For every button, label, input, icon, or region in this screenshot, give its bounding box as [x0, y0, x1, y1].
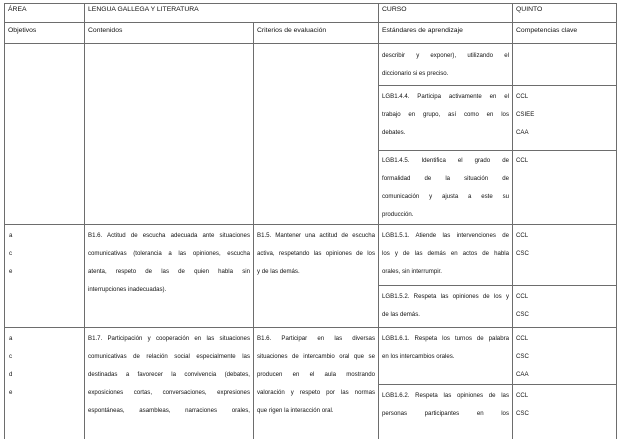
contenido-text-line: B1.6. Actitud de escucha adecuada ante situaciones [88, 232, 250, 239]
standard-text-line: diccionario si es preciso. [382, 70, 449, 77]
area-label: ÁREA [8, 6, 27, 13]
objetivo-letter: a [9, 232, 13, 239]
standard-text-line: formalidad de la situación de [382, 175, 509, 182]
standard-cell [382, 330, 509, 366]
standard-cell [382, 88, 509, 142]
criterio-text-line: B1.6. Participar en las diversas [257, 335, 375, 342]
column-header-competencias: Competencias clave [516, 27, 578, 34]
standard-text-line: LGB1.5.2. Respeta las opiniones de los y [382, 293, 509, 300]
competencias-cell [516, 387, 529, 423]
standard-text-line: LGB1.4.5. Identifica el grado de [382, 157, 509, 164]
contenido-text-line: B1.7. Participación y cooperación en las situaciones [88, 335, 250, 342]
row-divider-2 [4, 327, 617, 328]
competencia-code: CCL [516, 232, 529, 239]
column-header-criterios: Criterios de evaluación [257, 27, 327, 34]
area-value: LENGUA GALLEGA Y LITERATURA [88, 6, 199, 13]
standard-divider-1 [379, 85, 617, 86]
objetivos-cell [9, 330, 12, 402]
standard-cell [382, 227, 509, 281]
objetivo-letter: c [9, 353, 13, 360]
competencia-code: CAA [516, 371, 529, 378]
standard-divider-2 [379, 150, 617, 151]
contenido-text-line: atenta, respeto de las de quien habla sin [88, 268, 250, 275]
column-divider-criterios [378, 3, 379, 439]
criterio-text-line: que rigen la interacción oral. [257, 407, 334, 414]
criterio-text-line: B1.5. Mantener una actitud de escucha [257, 232, 375, 239]
standard-cell [382, 152, 509, 224]
standard-text-line: LGB1.6.2. Respeta las opiniones de las [382, 392, 509, 399]
contenido-text-line: espontáneas, asambleas, narraciones orales, [88, 407, 250, 414]
competencia-code: CCL [516, 157, 529, 164]
column-header-estandares: Estándares de aprendizaje [382, 27, 463, 34]
standard-cell [382, 288, 509, 324]
competencia-code: CCL [516, 392, 529, 399]
column-header-objetivos: Objetivos [8, 27, 37, 34]
standard-text-line: producción. [382, 211, 414, 218]
criterio-text-line: situaciones de intercambio oral que se [257, 353, 375, 360]
criterios-cell [257, 227, 375, 281]
standard-text-line: debates. [382, 129, 406, 136]
objetivo-letter: e [9, 268, 13, 275]
table-border-right [616, 3, 617, 439]
competencia-code: CSC [516, 311, 529, 318]
column-divider-estandares [512, 3, 513, 439]
competencia-code: CSC [516, 250, 529, 257]
standard-text-line: describir y exponer), utilizando el [382, 52, 509, 59]
curso-value: QUINTO [516, 6, 543, 13]
standard-text-line: orales, sin interrumpir. [382, 268, 442, 275]
contenido-text-line: comunicativas de relación social especialmente las [88, 353, 250, 360]
competencia-code: CCL [516, 293, 529, 300]
competencia-code: CSIEE [516, 111, 535, 118]
table-border-top [4, 3, 617, 4]
standard-text-line: trabajo en grupo, así como en los [382, 111, 509, 118]
competencia-code: CCL [516, 335, 529, 342]
competencias-cell [516, 288, 529, 324]
competencia-code: CAA [516, 129, 529, 136]
criterio-text-line: y de las demás. [257, 268, 300, 275]
competencias-cell [516, 227, 529, 263]
contenidos-cell [88, 330, 250, 420]
criterio-text-line: activa, respetando las opiniones de los [257, 250, 375, 257]
objetivo-letter: e [9, 389, 13, 396]
standard-text-line: en los intercambios orales. [382, 353, 455, 360]
standard-divider-3 [379, 285, 617, 286]
curso-label: CURSO [382, 6, 407, 13]
table-border-left [4, 3, 5, 439]
competencia-code: CSC [516, 410, 529, 417]
standard-text-line: los y de las demás en actos de habla [382, 250, 509, 257]
column-header-contenidos: Contenidos [88, 27, 123, 34]
contenido-text-line: comunicativas (tolerancia a las opiniones, escucha [88, 250, 250, 257]
standard-text-line: personas participantes en los [382, 410, 509, 417]
column-header-divider [4, 43, 617, 44]
column-divider-objetivos [84, 3, 85, 439]
competencias-cell [516, 88, 534, 142]
contenido-text-line: exposiciones cortas, conversaciones, expresiones [88, 389, 250, 396]
contenido-text-line: interrupciones inadecuadas). [88, 286, 167, 293]
criterios-cell [257, 330, 375, 420]
criterio-text-line: producen en el aula mostrando [257, 371, 375, 378]
objetivo-letter: d [9, 371, 13, 378]
competencias-cell [516, 152, 528, 170]
standard-text-line: LGB1.6.1. Respeta los turnos de palabra [382, 335, 509, 342]
objetivo-letter: a [9, 335, 13, 342]
contenido-text-line: destinadas a favorecer la convivencia (debates, [88, 371, 250, 378]
competencia-code: CSC [516, 353, 529, 360]
competencias-cell [516, 330, 529, 384]
standard-text-line: comunicación y ajusta a este su [382, 193, 509, 200]
standard-cell [382, 387, 509, 423]
criterio-text-line: valoración y respeto por las normas [257, 389, 375, 396]
header-divider [4, 22, 617, 23]
objetivo-letter: c [9, 250, 13, 257]
objetivos-cell [9, 227, 12, 281]
row-divider-1 [4, 224, 617, 225]
standard-text-line: LGB1.4.4. Participa activamente en el [382, 93, 509, 100]
standard-text-line: LGB1.5.1. Atiende las intervenciones de [382, 232, 509, 239]
column-divider-contenidos [253, 22, 254, 439]
standard-divider-4 [379, 384, 617, 385]
competencia-code: CCL [516, 93, 529, 100]
standard-text-line: de las demás. [382, 311, 420, 318]
contenidos-cell [88, 227, 250, 299]
standard-cell [382, 47, 509, 83]
